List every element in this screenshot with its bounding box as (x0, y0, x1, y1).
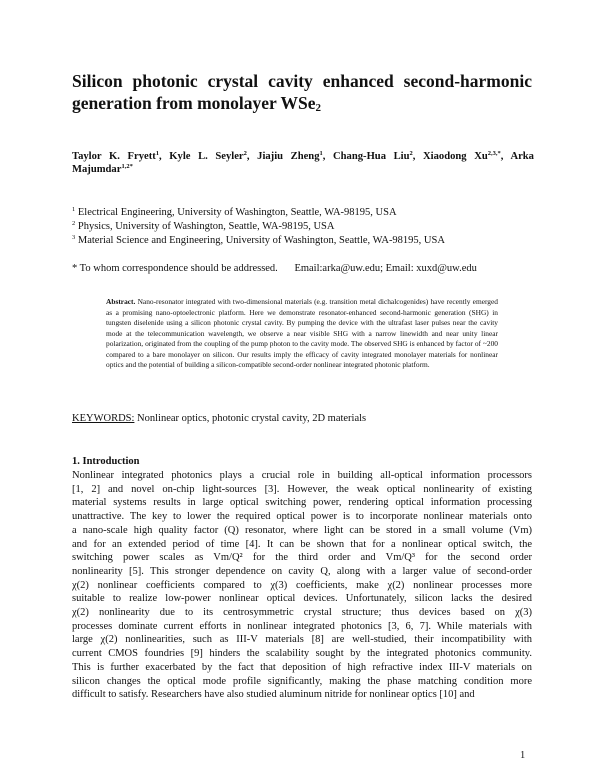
author: Taylor K. Fryett$^1$, (72, 150, 162, 162)
body-line: [1, 2] and novel on-chip light-sources [3]. However, the weak optical nonlinearity of existing (72, 483, 532, 495)
keywords-text: Nonlinear optics, photonic crystal cavity, 2D materials (137, 413, 367, 424)
body-line: large χ(2) nonlinearities, such as III-V materials [8] are well-studied, their incompatibility with (72, 634, 532, 646)
author-list (72, 150, 534, 176)
paper-title (72, 70, 532, 114)
abstract-text: Nano-resonator integrated with two-dimensional materials (e.g. transition metal dichalcogenides) have recently emerged as a promising nano-optoelectronic platform. Here we demonstrate resonator-enhanced second-harmonic generation (SHG) in tungsten diselenide using a silicon photonic crystal cavity. By pumping the device with the ultrafast laser pulses near the cavity mode at the telecommunication wavelength, we observe a near visible SHG with a narrow linewidth and near unity linear polarization, originated from the coupling of the pump photon to the cavity mode. The observed SHG is enhanced by factor of ~200 compared to a bare monolayer on silicon. Our results imply the efficacy of cavity integrated monolayer materials for nonlinear optics and the potential of building a silicon-compatible second-order nonlinear integrated photonic platform. (106, 297, 498, 369)
body-line: processes dominate current efforts in nonlinear integrated photonics [3, 6, 7]. While materials with (72, 620, 532, 632)
contact-emails: Email:arka@uw.edu; Email: xuxd@uw.edu (294, 263, 477, 274)
body-line: current CMOS foundries [9] hinders the scalability sought by the integrated photonics community. (72, 648, 532, 660)
correspondence-line (72, 262, 542, 276)
affiliation: $^2$ Physics, University of Washington, Seattle, WA-98195, USA (72, 220, 335, 232)
author: Jiajiu Zheng$^1$, (257, 150, 326, 162)
body-line: silicon changes the optical mode profile significantly, making the phase matching condition more (72, 675, 532, 687)
body-line: This is further exacerbated by the fact that deposition of high refractive index III-V materials on (72, 661, 532, 673)
body-line: difficult to satisfy. Researchers have also studied aluminum nitride for nonlinear optics [10] and (72, 689, 475, 701)
affiliation: $^1$ Electrical Engineering, University of Washington, Seattle, WA-98195, USA (72, 206, 397, 218)
page-number: 1 (520, 750, 526, 761)
abstract (106, 297, 498, 371)
affiliation: $^3$ Material Science and Engineering, University of Washington, Seattle, WA-98195, USA (72, 234, 445, 246)
body-line: material systems results in large optical switching power, rendering optical information processing (72, 497, 532, 509)
author: Chang-Hua Liu$^2$, (333, 150, 416, 162)
section-heading: 1. Introduction (72, 456, 140, 467)
title-line-1: Silicon photonic crystal cavity enhanced second-harmonic (72, 71, 532, 91)
author: Xiaodong $Xu^{2,3,*}$, (423, 150, 504, 162)
author: Kyle L. Seyler$^2$, (169, 150, 250, 162)
body-line: χ(2) nonlinear coefficients compared to χ(3) coefficients, make χ(2) nonlinear processes more (72, 579, 532, 591)
correspondence-note: * To whom correspondence should be addressed. (72, 263, 278, 274)
keywords (72, 412, 542, 426)
body-line: and for an extended period of time [4]. It can be shown that for a nonlinear optical switch, the (72, 538, 532, 550)
body-line: unattractive. The key to lower the required optical power is to incorporate nonlinear materials onto (72, 511, 532, 523)
author: Arka Majumdar$^{1,2*}$ (72, 151, 534, 175)
abstract-label: Abstract. (106, 297, 136, 306)
body-line: Nonlinear integrated photonics plays a crucial role in building all-optical information processors (72, 470, 532, 481)
introduction-body (72, 469, 532, 702)
body-line: a nano-scale high quality factor (Q) resonator, where light can be stored in a small volume (Vm) (72, 524, 532, 536)
title-line-2: generation from monolayer WSe$_2$ (72, 93, 322, 114)
body-line: switching power scales as Vm/Q² for the third order and Vm/Q³ for the second order (72, 552, 532, 564)
body-line: suitable to realize low-power nonlinear optical devices. Unfortunately, silicon lacks the desired (72, 593, 532, 605)
body-line: χ(2) nonlinearity due to its centrosymmetric crystal structure; thus devices based on χ(3) (72, 607, 532, 619)
affiliations (72, 206, 542, 248)
keywords-label: KEYWORDS: (72, 413, 135, 424)
body-line: nonlinearity [5]. This stronger dependence on cavity Q, along with a larger value of second-order (72, 565, 532, 577)
